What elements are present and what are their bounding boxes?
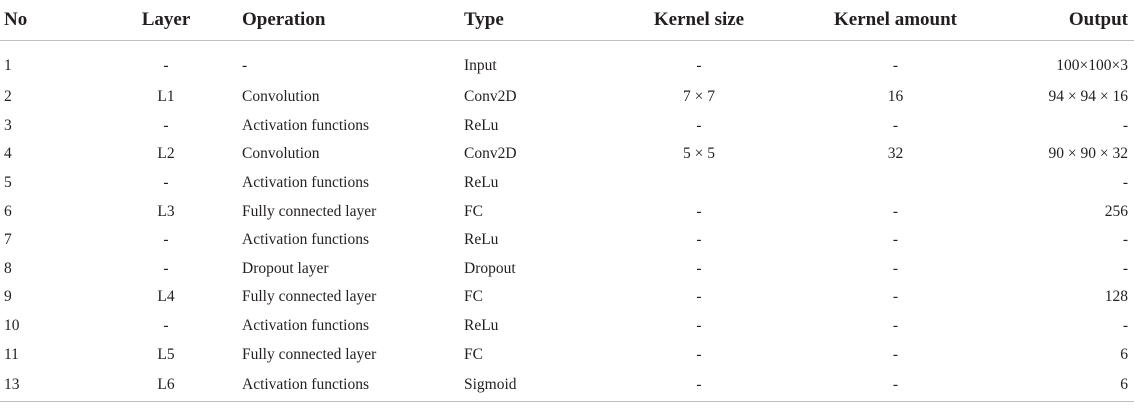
header-output: Output bbox=[997, 0, 1134, 41]
cell-output: 128 bbox=[1104, 288, 1128, 306]
cell-operation: Activation functions bbox=[242, 116, 369, 134]
header-type: Type bbox=[464, 0, 604, 41]
cell-output: 256 bbox=[1104, 202, 1128, 220]
cell-type: Dropout bbox=[464, 259, 516, 277]
header-layer: Layer bbox=[122, 0, 210, 41]
cell-kernel-size: 5 × 5 bbox=[683, 145, 715, 163]
cell-kernel-size: - bbox=[696, 57, 702, 74]
table-row bbox=[0, 283, 1134, 312]
cell-no: 5 bbox=[4, 174, 12, 192]
cell-kernel-size bbox=[604, 169, 794, 198]
cell-no: 8 bbox=[4, 259, 12, 277]
table-row bbox=[0, 41, 1134, 84]
cell-operation: Fully connected layer bbox=[242, 202, 377, 220]
cell-operation: Activation functions bbox=[210, 369, 464, 402]
cell-operation: Activation functions bbox=[242, 174, 369, 192]
cell-output: 6 bbox=[997, 369, 1134, 402]
table-row bbox=[0, 255, 1134, 284]
cell-layer: L3 bbox=[157, 202, 175, 220]
cell-output: - bbox=[1122, 317, 1128, 335]
cell-type: Conv2D bbox=[464, 88, 517, 106]
cell-kernel-amount: - bbox=[892, 259, 899, 277]
cell-no: 11 bbox=[4, 345, 19, 363]
cell-kernel-amount: - bbox=[892, 202, 899, 220]
table-body bbox=[0, 41, 1134, 402]
cell-kernel-size: - bbox=[696, 288, 702, 306]
table-row bbox=[0, 340, 1134, 369]
cell-type: ReLu bbox=[464, 317, 499, 335]
cell-kernel-amount: 32 bbox=[887, 145, 904, 163]
header-row bbox=[0, 0, 1134, 41]
cell-operation: Activation functions bbox=[242, 317, 369, 335]
cell-layer: L1 bbox=[157, 88, 175, 106]
table-row bbox=[0, 197, 1134, 226]
cell-type: Input bbox=[464, 57, 497, 74]
cell-output: 6 bbox=[1120, 345, 1128, 363]
cell-layer: - bbox=[163, 57, 169, 74]
header-no: No bbox=[0, 0, 122, 41]
cell-layer: - bbox=[163, 116, 169, 134]
cell-kernel-size: 7 × 7 bbox=[683, 88, 715, 106]
table-row bbox=[0, 169, 1134, 198]
cell-kernel-amount: - bbox=[892, 317, 899, 335]
cell-output: - bbox=[1122, 174, 1128, 192]
cell-layer: - bbox=[163, 317, 169, 335]
cell-output: - bbox=[1122, 259, 1128, 277]
cell-no: 4 bbox=[4, 145, 12, 163]
table-header bbox=[0, 0, 1134, 41]
cell-no: 7 bbox=[4, 231, 12, 249]
cell-no: 9 bbox=[4, 288, 12, 306]
header-kernel-size: Kernel size bbox=[604, 0, 794, 41]
cell-kernel-amount: 16 bbox=[887, 88, 904, 106]
table-row bbox=[0, 369, 1134, 402]
cell-kernel-size: - bbox=[696, 231, 702, 249]
cell-operation: Convolution bbox=[242, 145, 320, 163]
cell-operation: Convolution bbox=[242, 88, 320, 106]
cell-no: 2 bbox=[4, 88, 12, 106]
cell-output: 100×100×3 bbox=[1056, 57, 1128, 74]
cell-kernel-amount: - bbox=[892, 288, 899, 306]
cell-no: 1 bbox=[4, 57, 12, 74]
cell-kernel-size: - bbox=[696, 317, 702, 335]
header-kernel-amount: Kernel amount bbox=[794, 0, 997, 41]
cell-type: ReLu bbox=[464, 116, 499, 134]
cell-output: - bbox=[1122, 231, 1128, 249]
cell-kernel-amount: - bbox=[794, 369, 997, 402]
table-row bbox=[0, 312, 1134, 341]
table-row bbox=[0, 226, 1134, 255]
cell-operation: Activation functions bbox=[242, 231, 369, 249]
cell-operation: Fully connected layer bbox=[242, 345, 377, 363]
cell-kernel-size: - bbox=[696, 116, 702, 134]
header-operation: Operation bbox=[210, 0, 464, 41]
cell-layer: L2 bbox=[157, 145, 175, 163]
cell-kernel-size: - bbox=[604, 369, 794, 402]
cell-no: 13 bbox=[0, 369, 122, 402]
cell-type: FC bbox=[464, 202, 483, 220]
cell-output: - bbox=[1122, 116, 1128, 134]
cell-layer: L4 bbox=[157, 288, 175, 306]
cell-no: 3 bbox=[4, 116, 12, 134]
cell-layer: - bbox=[163, 259, 169, 277]
cell-type: Conv2D bbox=[464, 145, 517, 163]
cell-layer: - bbox=[163, 231, 169, 249]
table-row bbox=[0, 140, 1134, 169]
cell-kernel-size: - bbox=[696, 202, 702, 220]
cell-kernel-amount: - bbox=[892, 57, 899, 74]
cell-layer: - bbox=[163, 174, 169, 192]
table-row bbox=[0, 83, 1134, 112]
cell-operation: - bbox=[242, 57, 248, 74]
cell-kernel-amount bbox=[794, 169, 997, 198]
cell-layer: L6 bbox=[122, 369, 210, 402]
cell-kernel-size: - bbox=[696, 345, 702, 363]
cell-kernel-amount: - bbox=[892, 231, 899, 249]
cell-type: Sigmoid bbox=[464, 369, 604, 402]
cell-kernel-amount: - bbox=[892, 345, 899, 363]
cell-no: 10 bbox=[4, 317, 20, 335]
cell-output: 94 × 94 × 16 bbox=[1048, 88, 1128, 106]
cell-operation: Dropout layer bbox=[242, 259, 329, 277]
cell-no: 6 bbox=[4, 202, 12, 220]
cell-type: ReLu bbox=[464, 174, 499, 192]
cell-operation: Fully connected layer bbox=[242, 288, 377, 306]
cell-type: ReLu bbox=[464, 231, 499, 249]
cell-kernel-amount: - bbox=[892, 116, 899, 134]
table-row bbox=[0, 112, 1134, 141]
cell-output: 90 × 90 × 32 bbox=[1048, 145, 1128, 163]
cell-kernel-size: - bbox=[696, 259, 702, 277]
cell-layer: L5 bbox=[157, 345, 175, 363]
cell-type: FC bbox=[464, 345, 483, 363]
cell-type: FC bbox=[464, 288, 483, 306]
